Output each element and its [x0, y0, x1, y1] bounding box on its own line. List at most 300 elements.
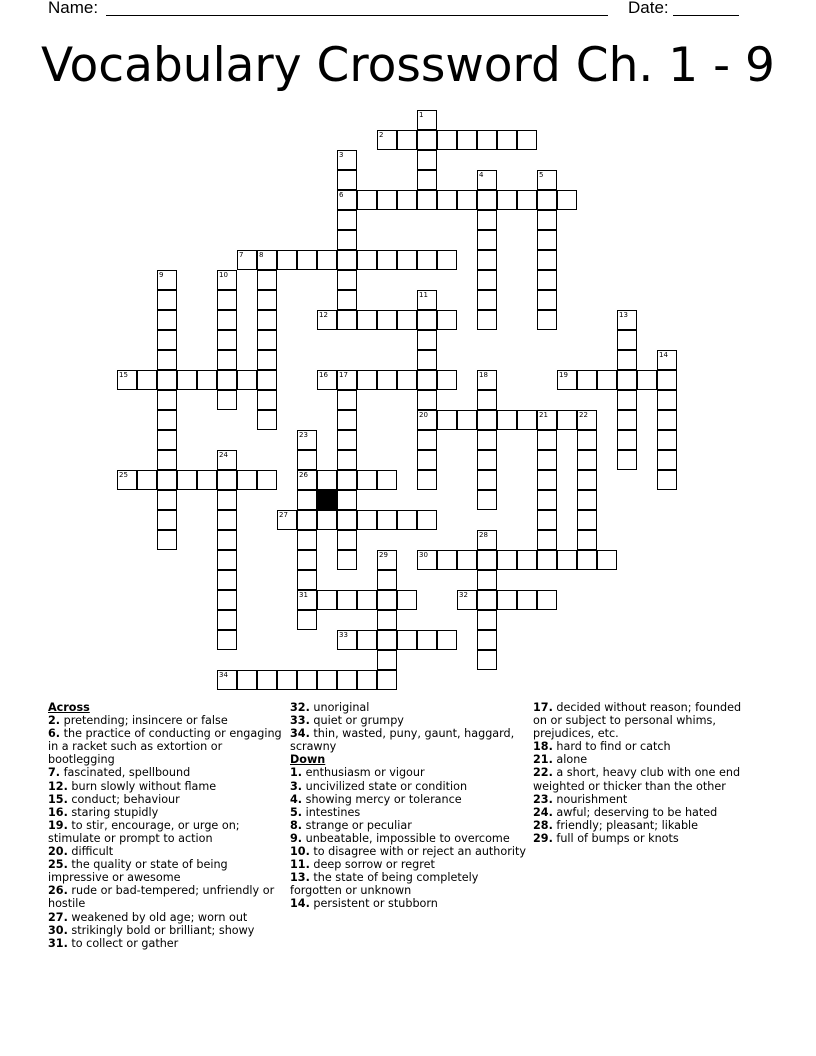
- clue-text: alone: [556, 753, 588, 767]
- grid-cell[interactable]: [157, 310, 177, 330]
- clue-item: [533, 832, 753, 845]
- grid-cell[interactable]: [417, 430, 437, 450]
- grid-cell[interactable]: [217, 290, 237, 310]
- grid-cell[interactable]: [477, 650, 497, 670]
- grid-cell[interactable]: [417, 550, 437, 570]
- grid-cell[interactable]: [157, 510, 177, 530]
- grid-cell[interactable]: [217, 630, 237, 650]
- clue-item: [533, 701, 753, 740]
- grid-cell[interactable]: [357, 190, 377, 210]
- grid-cell[interactable]: [317, 370, 337, 390]
- grid-cell[interactable]: [537, 470, 557, 490]
- clue-number: 19: [559, 371, 568, 379]
- grid-cell[interactable]: [357, 590, 377, 610]
- grid-cell[interactable]: [157, 490, 177, 510]
- grid-cell[interactable]: [157, 390, 177, 410]
- grid-cell[interactable]: [457, 410, 477, 430]
- grid-cell[interactable]: [217, 530, 237, 550]
- grid-cell[interactable]: [657, 430, 677, 450]
- grid-cell[interactable]: [217, 450, 237, 470]
- down-heading: Down: [290, 753, 326, 767]
- grid-cell[interactable]: [377, 310, 397, 330]
- clue-text: difficult: [71, 845, 114, 859]
- grid-cell[interactable]: [297, 250, 317, 270]
- grid-cell[interactable]: [337, 550, 357, 570]
- clue-number: 12: [319, 311, 328, 319]
- clue-item: [48, 911, 284, 924]
- grid-cell[interactable]: [297, 550, 317, 570]
- grid-cell[interactable]: [477, 590, 497, 610]
- grid-cell[interactable]: [417, 110, 437, 130]
- grid-cell[interactable]: [417, 190, 437, 210]
- grid-cell[interactable]: [437, 310, 457, 330]
- grid-cell[interactable]: [437, 130, 457, 150]
- grid-cell[interactable]: [217, 270, 237, 290]
- grid-cell[interactable]: [517, 190, 537, 210]
- grid-cell[interactable]: [257, 290, 277, 310]
- grid-cell[interactable]: [237, 670, 257, 690]
- clue-num: 32.: [290, 701, 310, 714]
- grid-cell[interactable]: [257, 250, 277, 270]
- grid-cell[interactable]: [257, 310, 277, 330]
- grid-cell[interactable]: [317, 250, 337, 270]
- grid-cell[interactable]: [237, 370, 257, 390]
- grid-cell[interactable]: [617, 390, 637, 410]
- grid-cell[interactable]: [337, 410, 357, 430]
- grid-cell[interactable]: [417, 630, 437, 650]
- grid-cell[interactable]: [437, 410, 457, 430]
- clue-num: 34.: [290, 727, 310, 741]
- grid-cell[interactable]: [417, 130, 437, 150]
- clue-num: 33.: [290, 714, 310, 728]
- grid-cell[interactable]: [217, 490, 237, 510]
- grid-cell[interactable]: [617, 350, 637, 370]
- grid-cell[interactable]: [417, 470, 437, 490]
- grid-cell[interactable]: [477, 550, 497, 570]
- grid-cell[interactable]: [337, 670, 357, 690]
- grid-cell[interactable]: [337, 310, 357, 330]
- grid-cell[interactable]: [437, 250, 457, 270]
- grid-cell[interactable]: [257, 390, 277, 410]
- grid-cell[interactable]: [537, 450, 557, 470]
- clue-num: 18.: [533, 740, 553, 754]
- grid-cell[interactable]: [477, 610, 497, 630]
- clue-number: 29: [379, 551, 388, 559]
- grid-cell[interactable]: [657, 390, 677, 410]
- clue-number: 16: [319, 371, 328, 379]
- grid-cell[interactable]: [157, 410, 177, 430]
- clue-num: 28.: [533, 818, 553, 832]
- grid-cell[interactable]: [257, 670, 277, 690]
- grid-cell[interactable]: [417, 510, 437, 530]
- grid-cell[interactable]: [417, 410, 437, 430]
- clue-item: [48, 884, 284, 910]
- grid-cell[interactable]: [537, 550, 557, 570]
- grid-cell[interactable]: [537, 290, 557, 310]
- clue-item: [290, 819, 526, 832]
- clue-text: showing mercy or tolerance: [305, 792, 462, 806]
- grid-cell[interactable]: [557, 410, 577, 430]
- clue-num: 23.: [533, 792, 553, 806]
- grid-cell[interactable]: [337, 210, 357, 230]
- clue-item: [533, 740, 753, 753]
- grid-cell[interactable]: [497, 190, 517, 210]
- grid-cell[interactable]: [157, 270, 177, 290]
- grid-cell[interactable]: [417, 150, 437, 170]
- grid-cell[interactable]: [117, 370, 137, 390]
- grid-cell[interactable]: [477, 310, 497, 330]
- clue-number: 18: [479, 371, 488, 379]
- grid-cell[interactable]: [577, 550, 597, 570]
- clue-num: 22.: [533, 766, 553, 780]
- clue-number: 17: [339, 371, 348, 379]
- clue-text: intestines: [305, 805, 361, 819]
- grid-cell[interactable]: [517, 130, 537, 150]
- clue-text: the state of being completely forgotten or unknown: [290, 871, 479, 898]
- grid-cell[interactable]: [237, 470, 257, 490]
- grid-cell[interactable]: [477, 390, 497, 410]
- grid-cell[interactable]: [417, 450, 437, 470]
- grid-cell[interactable]: [577, 370, 597, 390]
- clue-number: 8: [259, 251, 264, 259]
- grid-cell[interactable]: [557, 370, 577, 390]
- grid-cell[interactable]: [277, 510, 297, 530]
- grid-cell[interactable]: [177, 470, 197, 490]
- grid-cell[interactable]: [477, 430, 497, 450]
- grid-cell[interactable]: [117, 470, 137, 490]
- grid-cell[interactable]: [217, 470, 237, 490]
- grid-cell[interactable]: [477, 370, 497, 390]
- grid-cell[interactable]: [477, 170, 497, 190]
- clue-num: 21.: [533, 753, 553, 767]
- grid-cell[interactable]: [357, 250, 377, 270]
- grid-cell[interactable]: [617, 330, 637, 350]
- grid-cell[interactable]: [157, 370, 177, 390]
- grid-cell[interactable]: [337, 630, 357, 650]
- grid-cell[interactable]: [477, 570, 497, 590]
- grid-cell[interactable]: [317, 670, 337, 690]
- grid-cell[interactable]: [457, 130, 477, 150]
- grid-cell[interactable]: [357, 370, 377, 390]
- grid-cell[interactable]: [657, 470, 677, 490]
- clue-num: 20.: [48, 845, 68, 859]
- grid-cell[interactable]: [617, 430, 637, 450]
- grid-cell[interactable]: [537, 490, 557, 510]
- grid-cell[interactable]: [537, 170, 557, 190]
- clue-item: [290, 714, 526, 727]
- grid-cell[interactable]: [297, 530, 317, 550]
- grid-cell[interactable]: [377, 550, 397, 570]
- clue-text: the practice of conducting or engaging in a racket such as extortion or bootlegging: [48, 727, 282, 767]
- grid-cell[interactable]: [357, 630, 377, 650]
- grid-cell[interactable]: [217, 350, 237, 370]
- grid-cell[interactable]: [197, 470, 217, 490]
- grid-cell[interactable]: [337, 470, 357, 490]
- clue-item: [533, 753, 753, 766]
- grid-cell[interactable]: [337, 490, 357, 510]
- grid-cell[interactable]: [617, 310, 637, 330]
- grid-cell[interactable]: [357, 470, 377, 490]
- grid-cell[interactable]: [477, 530, 497, 550]
- grid-cell[interactable]: [317, 470, 337, 490]
- clue-text: friendly; pleasant; likable: [556, 818, 699, 832]
- grid-cell[interactable]: [537, 190, 557, 210]
- grid-cell[interactable]: [297, 610, 317, 630]
- grid-cell[interactable]: [657, 450, 677, 470]
- grid-cell[interactable]: [377, 470, 397, 490]
- grid-cell[interactable]: [297, 670, 317, 690]
- grid-cell[interactable]: [217, 570, 237, 590]
- clue-num: 25.: [48, 858, 68, 872]
- grid-cell[interactable]: [357, 510, 377, 530]
- clue-text: thin, wasted, puny, gaunt, haggard, scrawny: [290, 727, 515, 754]
- grid-cell[interactable]: [217, 370, 237, 390]
- grid-cell[interactable]: [377, 570, 397, 590]
- grid-cell[interactable]: [577, 430, 597, 450]
- grid-cell[interactable]: [377, 510, 397, 530]
- grid-cell[interactable]: [517, 550, 537, 570]
- grid-cell[interactable]: [377, 370, 397, 390]
- grid-cell[interactable]: [337, 430, 357, 450]
- grid-cell[interactable]: [397, 370, 417, 390]
- grid-cell[interactable]: [457, 190, 477, 210]
- grid-cell[interactable]: [377, 670, 397, 690]
- grid-cell[interactable]: [397, 190, 417, 210]
- grid-cell[interactable]: [217, 510, 237, 530]
- grid-cell[interactable]: [557, 550, 577, 570]
- grid-cell[interactable]: [297, 450, 317, 470]
- clue-item: [290, 858, 526, 871]
- grid-cell[interactable]: [337, 390, 357, 410]
- grid-cell[interactable]: [637, 370, 657, 390]
- grid-cell[interactable]: [297, 430, 317, 450]
- grid-cell[interactable]: [537, 510, 557, 530]
- grid-cell[interactable]: [157, 530, 177, 550]
- grid-cell[interactable]: [597, 370, 617, 390]
- grid-cell[interactable]: [477, 270, 497, 290]
- grid-cell[interactable]: [417, 390, 437, 410]
- grid-cell[interactable]: [297, 470, 317, 490]
- grid-cell[interactable]: [657, 350, 677, 370]
- grid-cell[interactable]: [377, 610, 397, 630]
- clue-item: [290, 780, 526, 793]
- grid-cell[interactable]: [297, 510, 317, 530]
- clue-text: weakened by old age; worn out: [71, 910, 248, 924]
- grid-cell[interactable]: [417, 350, 437, 370]
- grid-cell[interactable]: [377, 250, 397, 270]
- grid-cell[interactable]: [497, 590, 517, 610]
- grid-cell[interactable]: [237, 250, 257, 270]
- clue-item: [48, 858, 284, 884]
- grid-cell[interactable]: [157, 330, 177, 350]
- grid-cell[interactable]: [157, 450, 177, 470]
- grid-cell[interactable]: [337, 290, 357, 310]
- grid-cell[interactable]: [337, 450, 357, 470]
- grid-cell[interactable]: [277, 670, 297, 690]
- grid-cell[interactable]: [377, 130, 397, 150]
- grid-cell[interactable]: [457, 550, 477, 570]
- page-title: Vocabulary Crossword Ch. 1 - 9: [41, 38, 775, 93]
- grid-cell[interactable]: [537, 210, 557, 230]
- grid-cell[interactable]: [477, 470, 497, 490]
- grid-cell[interactable]: [337, 250, 357, 270]
- grid-cell[interactable]: [477, 630, 497, 650]
- grid-cell[interactable]: [497, 410, 517, 430]
- grid-cell[interactable]: [437, 630, 457, 650]
- grid-cell[interactable]: [157, 470, 177, 490]
- grid-cell[interactable]: [217, 310, 237, 330]
- clue-text: strange or peculiar: [305, 818, 412, 832]
- grid-cell[interactable]: [137, 370, 157, 390]
- across-heading: Across: [48, 701, 90, 714]
- clue-item: [290, 701, 526, 714]
- grid-cell[interactable]: [457, 590, 477, 610]
- grid-cell[interactable]: [437, 370, 457, 390]
- grid-cell[interactable]: [397, 630, 417, 650]
- grid-cell[interactable]: [337, 170, 357, 190]
- grid-cell[interactable]: [577, 410, 597, 430]
- clue-item: [290, 871, 526, 897]
- grid-cell[interactable]: [417, 170, 437, 190]
- grid-cell[interactable]: [417, 250, 437, 270]
- grid-cell[interactable]: [217, 330, 237, 350]
- clue-item: [290, 766, 526, 779]
- grid-cell[interactable]: [577, 450, 597, 470]
- grid-cell[interactable]: [417, 370, 437, 390]
- grid-cell[interactable]: [417, 290, 437, 310]
- grid-cell[interactable]: [617, 450, 637, 470]
- grid-cell[interactable]: [477, 250, 497, 270]
- grid-cell[interactable]: [517, 410, 537, 430]
- grid-cell[interactable]: [337, 150, 357, 170]
- grid-cell[interactable]: [277, 250, 297, 270]
- grid-cell[interactable]: [337, 190, 357, 210]
- clue-text: to collect or gather: [71, 936, 179, 950]
- clue-number: 24: [219, 451, 228, 459]
- grid-cell[interactable]: [217, 670, 237, 690]
- grid-cell[interactable]: [577, 510, 597, 530]
- grid-cell[interactable]: [197, 370, 217, 390]
- grid-cell[interactable]: [337, 530, 357, 550]
- grid-cell[interactable]: [217, 550, 237, 570]
- grid-cell[interactable]: [217, 390, 237, 410]
- grid-cell[interactable]: [257, 410, 277, 430]
- clue-text: enthusiasm or vigour: [305, 766, 425, 780]
- grid-cell[interactable]: [497, 130, 517, 150]
- grid-cell[interactable]: [477, 190, 497, 210]
- grid-cell[interactable]: [317, 510, 337, 530]
- grid-cell[interactable]: [397, 590, 417, 610]
- grid-cell[interactable]: [537, 530, 557, 550]
- clue-number: 32: [459, 591, 468, 599]
- grid-cell[interactable]: [257, 470, 277, 490]
- grid-cell[interactable]: [337, 270, 357, 290]
- grid-cell[interactable]: [537, 430, 557, 450]
- grid-cell[interactable]: [157, 350, 177, 370]
- clue-text: burn slowly without flame: [71, 779, 217, 793]
- grid-cell[interactable]: [577, 490, 597, 510]
- grid-cell[interactable]: [337, 230, 357, 250]
- grid-cell[interactable]: [417, 330, 437, 350]
- grid-cell[interactable]: [657, 370, 677, 390]
- grid-cell[interactable]: [217, 590, 237, 610]
- grid-cell[interactable]: [177, 370, 197, 390]
- grid-cell[interactable]: [357, 310, 377, 330]
- clue-text: quiet or grumpy: [313, 714, 404, 728]
- grid-cell[interactable]: [537, 250, 557, 270]
- grid-cell[interactable]: [397, 250, 417, 270]
- grid-cell[interactable]: [497, 550, 517, 570]
- grid-cell[interactable]: [397, 310, 417, 330]
- grid-cell[interactable]: [537, 270, 557, 290]
- grid-cell[interactable]: [437, 550, 457, 570]
- grid-cell[interactable]: [257, 350, 277, 370]
- clue-num: 26.: [48, 884, 68, 898]
- grid-cell[interactable]: [617, 370, 637, 390]
- clue-num: 2.: [48, 714, 61, 728]
- grid-cell[interactable]: [377, 590, 397, 610]
- grid-cell[interactable]: [537, 230, 557, 250]
- grid-cell[interactable]: [157, 290, 177, 310]
- clue-text: uncivilized state or condition: [305, 779, 468, 793]
- clue-number: 31: [299, 591, 308, 599]
- grid-cell[interactable]: [477, 230, 497, 250]
- grid-cell[interactable]: [337, 370, 357, 390]
- grid-cell[interactable]: [397, 510, 417, 530]
- grid-cell[interactable]: [337, 510, 357, 530]
- clue-num: 15.: [48, 792, 68, 806]
- grid-cell[interactable]: [317, 310, 337, 330]
- grid-cell[interactable]: [417, 310, 437, 330]
- grid-cell[interactable]: [477, 130, 497, 150]
- grid-cell[interactable]: [537, 410, 557, 430]
- grid-cell[interactable]: [617, 410, 637, 430]
- grid-cell[interactable]: [577, 530, 597, 550]
- grid-cell[interactable]: [257, 370, 277, 390]
- grid-cell[interactable]: [477, 450, 497, 470]
- grid-cell[interactable]: [477, 210, 497, 230]
- grid-cell[interactable]: [337, 590, 357, 610]
- grid-cell[interactable]: [517, 590, 537, 610]
- grid-cell[interactable]: [377, 190, 397, 210]
- grid-cell[interactable]: [257, 330, 277, 350]
- grid-cell[interactable]: [297, 590, 317, 610]
- grid-cell[interactable]: [217, 610, 237, 630]
- grid-cell[interactable]: [317, 590, 337, 610]
- grid-cell[interactable]: [597, 550, 617, 570]
- grid-cell[interactable]: [257, 270, 277, 290]
- grid-cell[interactable]: [477, 410, 497, 430]
- grid-cell[interactable]: [577, 470, 597, 490]
- grid-cell[interactable]: [357, 670, 377, 690]
- grid-cell[interactable]: [477, 290, 497, 310]
- clue-item: [533, 766, 753, 792]
- grid-cell[interactable]: [557, 190, 577, 210]
- grid-cell[interactable]: [377, 630, 397, 650]
- grid-cell[interactable]: [537, 310, 557, 330]
- grid-cell[interactable]: [437, 190, 457, 210]
- grid-cell[interactable]: [657, 410, 677, 430]
- grid-cell[interactable]: [377, 650, 397, 670]
- grid-cell[interactable]: [477, 490, 497, 510]
- grid-cell[interactable]: [297, 570, 317, 590]
- grid-cell[interactable]: [157, 430, 177, 450]
- grid-cell[interactable]: [537, 590, 557, 610]
- grid-cell[interactable]: [137, 470, 157, 490]
- grid-cell[interactable]: [297, 490, 317, 510]
- clue-number: 27: [279, 511, 288, 519]
- grid-cell[interactable]: [397, 130, 417, 150]
